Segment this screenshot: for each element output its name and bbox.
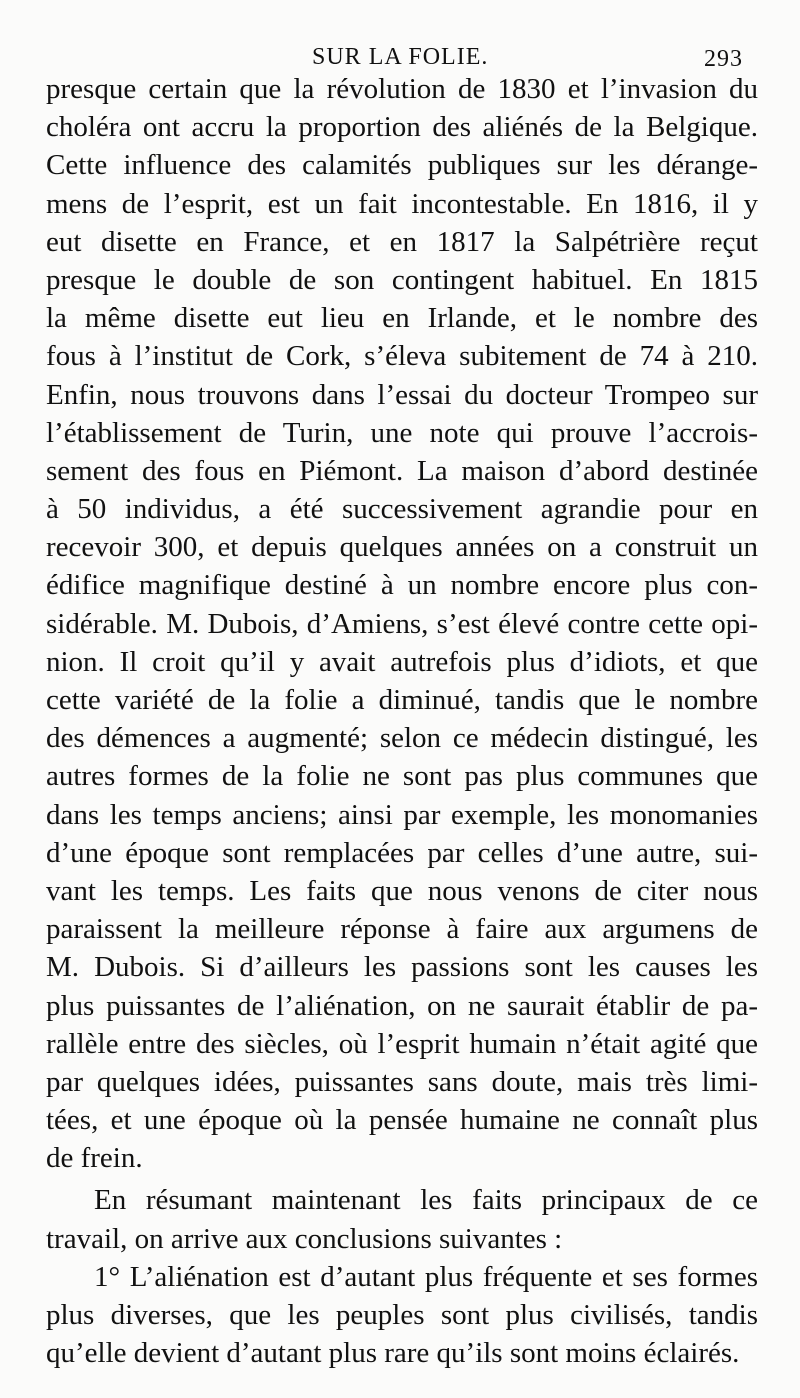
text-line: nion. Il croit qu’il y avait autrefois plus d’idiots, et que — [46, 645, 758, 678]
text-line: rallèle entre des siècles, où l’esprit humain n’était agité que — [46, 1027, 758, 1060]
text-line: la même disette eut lieu en Irlande, et le nombre des — [46, 302, 758, 335]
text-line: fous à l’institut de Cork, s’éleva subitement de 74 à 210. — [46, 340, 758, 373]
text-line: vant les temps. Les faits que nous venons de citer nous — [46, 874, 758, 907]
text-line: travail, on arrive aux conclusions suivantes : — [46, 1222, 563, 1255]
text-line: presque certain que la révolution de 1830 et l’invasion du — [46, 73, 758, 105]
text-line: d’une époque sont remplacées par celles d’une autre, sui- — [46, 836, 758, 869]
text-line: eut disette en France, et en 1817 la Salpétrière reçut — [46, 225, 758, 258]
text-line: tées, et une époque où la pensée humaine ne connaît plus — [46, 1104, 758, 1137]
text-line: cette variété de la folie a diminué, tandis que le nombre — [46, 684, 758, 716]
text-line: l’établissement de Turin, une note qui prouve l’accrois- — [46, 416, 758, 449]
text-line: autres formes de la folie ne sont pas plus communes que — [46, 760, 758, 793]
text-line: sement des fous en Piémont. La maison d’abord destinée — [46, 454, 758, 487]
text-line: sidérable. M. Dubois, d’Amiens, s’est élevé contre cette opi- — [46, 607, 758, 640]
text-line: de frein. — [46, 1142, 143, 1175]
text-line: édifice magnifique destiné à un nombre encore plus con- — [46, 569, 758, 602]
paragraph-2 — [46, 1181, 758, 1257]
body-text — [46, 70, 758, 1372]
text-line: recevoir 300, et depuis quelques années on a construit un — [46, 531, 758, 564]
text-line: dans les temps anciens; ainsi par exemple, les monomanies — [46, 798, 758, 831]
text-line: M. Dubois. Si d’ailleurs les passions sont les causes les — [46, 951, 758, 984]
page-number: 293 — [704, 46, 743, 72]
text-line: plus puissantes de l’aliénation, on ne saurait établir de pa- — [46, 989, 758, 1022]
text-line: 1° L’aliénation est d’autant plus fréquente et ses formes — [94, 1260, 758, 1293]
text-line: Enfin, nous trouvons dans l’essai du docteur Trompeo sur — [46, 378, 758, 411]
paragraph-1 — [46, 70, 758, 1177]
running-title: SUR LA FOLIE. — [312, 44, 489, 70]
text-line: paraissent la meilleure réponse à faire aux argumens de — [46, 913, 758, 946]
text-line: à 50 individus, a été successivement agrandie pour en — [46, 493, 758, 526]
text-line: choléra ont accru la proportion des aliénés de la Belgique. — [46, 111, 758, 144]
paragraph-3 — [46, 1258, 758, 1373]
text-line: Cette influence des calamités publiques sur les dérange- — [46, 149, 758, 182]
text-line: des démences a augmenté; selon ce médecin distingué, les — [46, 722, 758, 755]
text-line: par quelques idées, puissantes sans doute, mais très limi- — [46, 1065, 758, 1098]
text-line: En résumant maintenant les faits principaux de ce — [94, 1184, 758, 1217]
text-line: plus diverses, que les peuples sont plus civilisés, tandis — [46, 1299, 758, 1331]
text-line: mens de l’esprit, est un fait incontestable. En 1816, il y — [46, 187, 758, 220]
text-line: presque le double de son contingent habituel. En 1815 — [46, 263, 758, 296]
text-line: qu’elle devient d’autant plus rare qu’ils sont moins éclairés. — [46, 1337, 740, 1370]
